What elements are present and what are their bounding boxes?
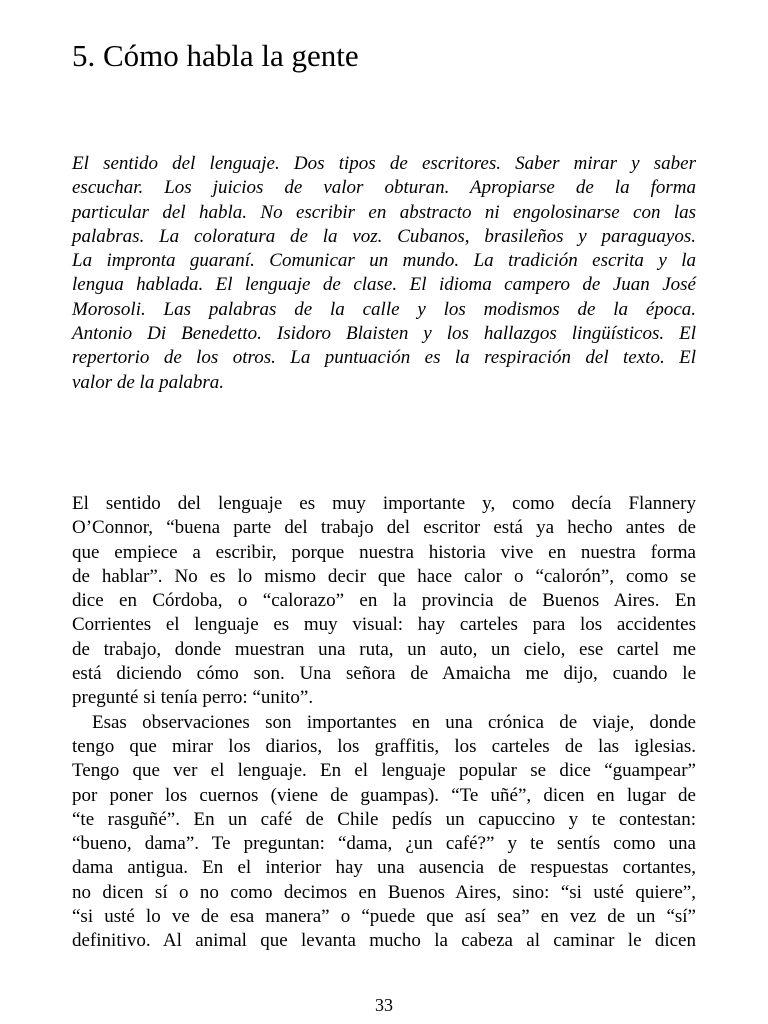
body-line: que empiece a escribir, porque nuestra historia vive en nuestra forma — [72, 541, 696, 563]
summary-line: El sentido del lenguaje. Dos tipos de escritores. Saber mirar y saber — [72, 153, 696, 174]
summary-line: Morosoli. Las palabras de la calle y los modismos de la época. — [72, 298, 696, 320]
body-line: Corrientes el lenguaje es muy visual: hay carteles para los accidentes — [72, 614, 696, 636]
summary-line: particular del habla. No escribir en abstracto ni engolosinarse con las — [72, 201, 696, 223]
body-line: Esas observaciones son importantes en una crónica de viaje, donde — [92, 711, 696, 733]
summary-line: valor de la palabra. — [72, 371, 224, 393]
summary-line: Antonio Di Benedetto. Isidoro Blaisten y los hallazgos lingüísticos. El — [72, 323, 696, 345]
summary-line: escuchar. Los juicios de valor obturan. Apropiarse de la forma — [72, 177, 696, 199]
body-line: El sentido del lenguaje es muy importante y, como decía Flannery — [72, 493, 696, 514]
body-line: “bueno, dama”. Te preguntan: “dama, ¿un café?” y te sentís como una — [72, 833, 696, 855]
body-line: Tengo que ver el lenguaje. En el lenguaje popular se dice “guampear” — [72, 760, 696, 782]
summary-line: lengua hablada. El lenguaje de clase. El idioma campero de Juan José — [72, 274, 696, 296]
summary-line: repertorio de los otros. La puntuación es la respiración del texto. El — [72, 347, 696, 369]
body-line: de hablar”. No es lo mismo decir que hace calor o “calorón”, como se — [72, 565, 696, 587]
body-line: “si usté lo ve de esa manera” o “puede que así sea” en vez de un “sí” — [72, 906, 696, 928]
chapter-summary — [72, 152, 696, 395]
body-line: dama antigua. En el interior hay una ausencia de respuestas cortantes, — [72, 857, 696, 879]
chapter-title: 5. Cómo habla la gente — [72, 38, 359, 73]
summary-line: palabras. La coloratura de la voz. Cubanos, brasileños y paraguayos. — [72, 225, 696, 247]
body-line: por poner los cuernos (viene de guampas). “Te uñé”, dicen en lugar de — [72, 784, 696, 806]
body-line: de trabajo, donde muestran una ruta, un auto, un cielo, ese cartel me — [72, 638, 696, 660]
body-line: definitivo. Al animal que levanta mucho la cabeza al caminar le dicen — [72, 930, 696, 952]
paragraph-1 — [72, 492, 696, 711]
body-line: está diciendo cómo son. Una señora de Amaicha me dijo, cuando le — [72, 663, 696, 685]
body-line: tengo que mirar los diarios, los graffitis, los carteles de las iglesias. — [72, 735, 696, 757]
page-number: 33 — [375, 995, 393, 1015]
body-line: no dicen sí o no como decimos en Buenos Aires, sino: “si usté quiere”, — [72, 881, 696, 903]
paragraph-2 — [72, 711, 696, 954]
body-line: dice en Córdoba, o “calorazo” en la provincia de Buenos Aires. En — [72, 590, 696, 612]
summary-line: La impronta guaraní. Comunicar un mundo. La tradición escrita y la — [72, 250, 696, 272]
body-text — [72, 492, 696, 954]
body-line: O’Connor, “buena parte del trabajo del escritor está ya hecho antes de — [72, 517, 696, 539]
body-line: “te rasguñé”. En un café de Chile pedís un capuccino y te contestan: — [72, 808, 696, 830]
body-line: pregunté si tenía perro: “unito”. — [72, 687, 314, 709]
